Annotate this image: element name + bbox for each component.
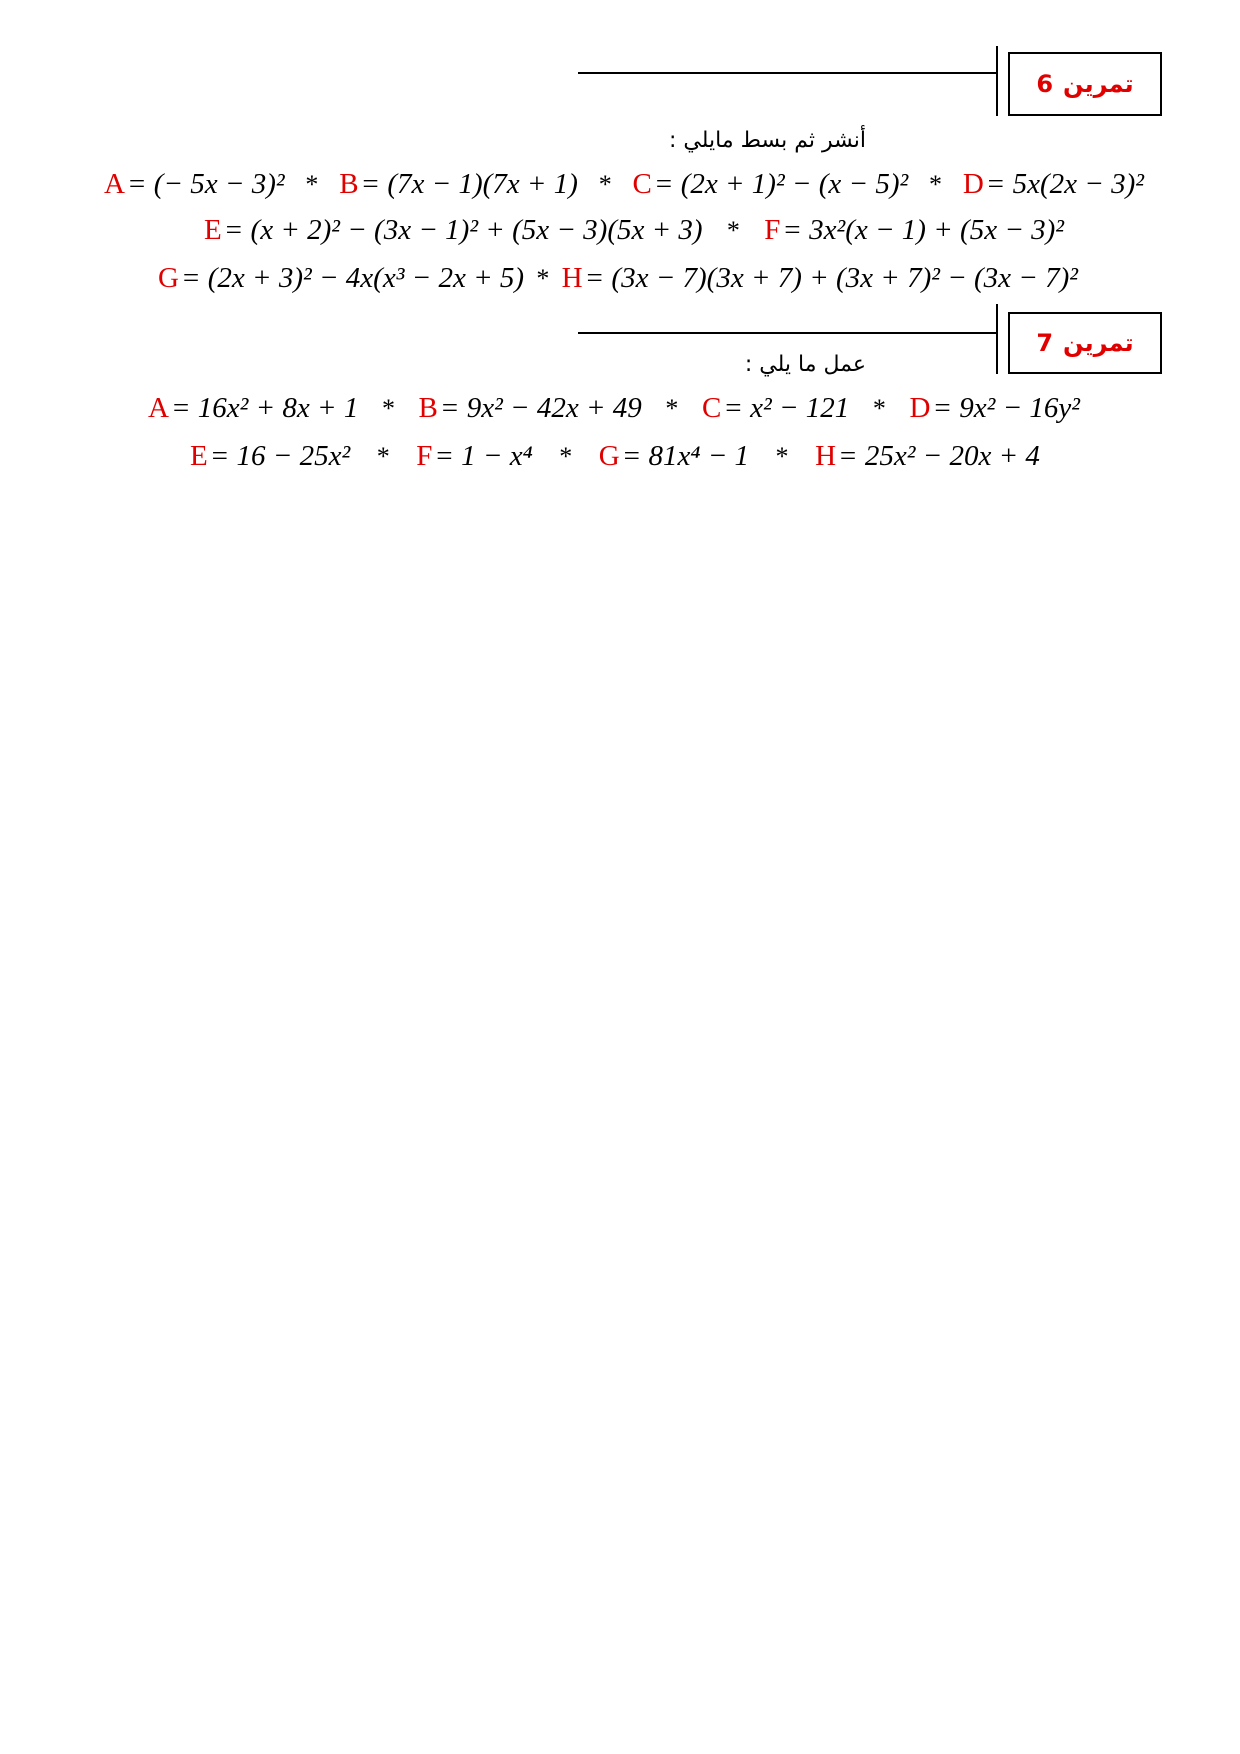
- expression-body: = 16x² + 8x + 1: [170, 392, 359, 424]
- exercise-6-row-2: [204, 214, 1064, 247]
- expression-b: [339, 168, 578, 201]
- expression-label: F: [416, 440, 433, 472]
- expression-b: [419, 392, 642, 425]
- expression-label: E: [204, 214, 222, 246]
- exercise-6-header: [0, 46, 1240, 116]
- exercise-title-box: [1008, 312, 1162, 374]
- expression-label: H: [815, 440, 837, 472]
- expression-body: = 16 − 25x²: [209, 440, 351, 472]
- expression-body: = 9x² − 16y²: [932, 392, 1080, 424]
- expression-label: D: [962, 168, 984, 200]
- expression-body: = 3x²(x − 1) + (5x − 3)²: [782, 214, 1064, 246]
- header-divider: [996, 304, 998, 374]
- expression-label: C: [701, 392, 722, 424]
- exercise-6-instruction: أنشر ثم بسط مايلي :: [668, 128, 866, 153]
- expression-body: = (2x + 1)² − (x − 5)²: [653, 168, 909, 200]
- expression-body: = 9x² − 42x + 49: [439, 392, 642, 424]
- expression-c: [633, 168, 909, 201]
- expression-body: = 1 − x⁴: [434, 440, 533, 472]
- expression-h: [562, 262, 1078, 295]
- expression-body: = (3x − 7)(3x + 7) + (3x + 7)² − (3x − 7)²: [584, 262, 1078, 294]
- exercise-number: 6: [1036, 70, 1054, 98]
- expression-e: [204, 214, 703, 247]
- expression-label: A: [104, 168, 125, 200]
- exercise-6-row-1: [104, 168, 1144, 201]
- header-rule: [578, 332, 996, 334]
- exercise-title-box: [1008, 52, 1162, 116]
- exercise-title-word: تمرين: [1063, 70, 1134, 98]
- expression-d: [963, 168, 1144, 201]
- expression-e: [190, 440, 350, 473]
- expression-label: G: [158, 262, 179, 294]
- expression-label: B: [339, 168, 359, 200]
- separator-star: *: [598, 170, 612, 199]
- expression-c: [702, 392, 849, 425]
- expression-f: [764, 214, 1064, 247]
- separator-star: *: [559, 442, 573, 471]
- separator-star: *: [872, 394, 886, 423]
- separator-star: *: [376, 442, 390, 471]
- expression-g: [158, 262, 524, 295]
- expression-body: = (2x + 3)² − 4x(x³ − 2x + 5): [180, 262, 525, 294]
- expression-label: D: [909, 392, 931, 424]
- expression-label: A: [148, 392, 169, 424]
- separator-star: *: [305, 170, 319, 199]
- expression-g: [599, 440, 749, 473]
- separator-star: *: [726, 216, 740, 245]
- separator-star: *: [929, 170, 943, 199]
- separator-star: *: [536, 264, 550, 293]
- expression-body: = 81x⁴ − 1: [621, 440, 750, 472]
- expression-a: [104, 168, 285, 201]
- expression-label: E: [190, 440, 208, 472]
- separator-star: *: [665, 394, 679, 423]
- separator-star: *: [775, 442, 789, 471]
- exercise-title-word: تمرين: [1063, 329, 1134, 357]
- separator-star: *: [381, 394, 395, 423]
- expression-body: = 25x² − 20x + 4: [838, 440, 1040, 472]
- expression-a: [148, 392, 358, 425]
- expression-body: = 5x(2x − 3)²: [985, 168, 1144, 200]
- expression-label: B: [418, 392, 438, 424]
- exercise-6-row-3: [158, 262, 1078, 295]
- expression-label: G: [598, 440, 620, 472]
- expression-f: [416, 440, 532, 473]
- exercise-7-row-2: [190, 440, 1040, 473]
- expression-body: = x² − 121: [723, 392, 850, 424]
- header-divider: [996, 46, 998, 116]
- expression-body: = (7x − 1)(7x + 1): [360, 168, 578, 200]
- expression-label: H: [561, 262, 583, 294]
- expression-label: C: [632, 168, 652, 200]
- header-rule: [578, 72, 996, 74]
- expression-body: = (x + 2)² − (3x − 1)² + (5x − 3)(5x + 3): [223, 214, 703, 246]
- exercise-7-row-1: [148, 392, 1080, 425]
- exercise-7-instruction: عمل ما يلي :: [744, 352, 866, 377]
- expression-h: [815, 440, 1040, 473]
- exercise-number: 7: [1036, 329, 1054, 357]
- exercise-7-header: [0, 308, 1240, 378]
- expression-label: F: [764, 214, 781, 246]
- expression-d: [909, 392, 1079, 425]
- expression-body: = (− 5x − 3)²: [126, 168, 285, 200]
